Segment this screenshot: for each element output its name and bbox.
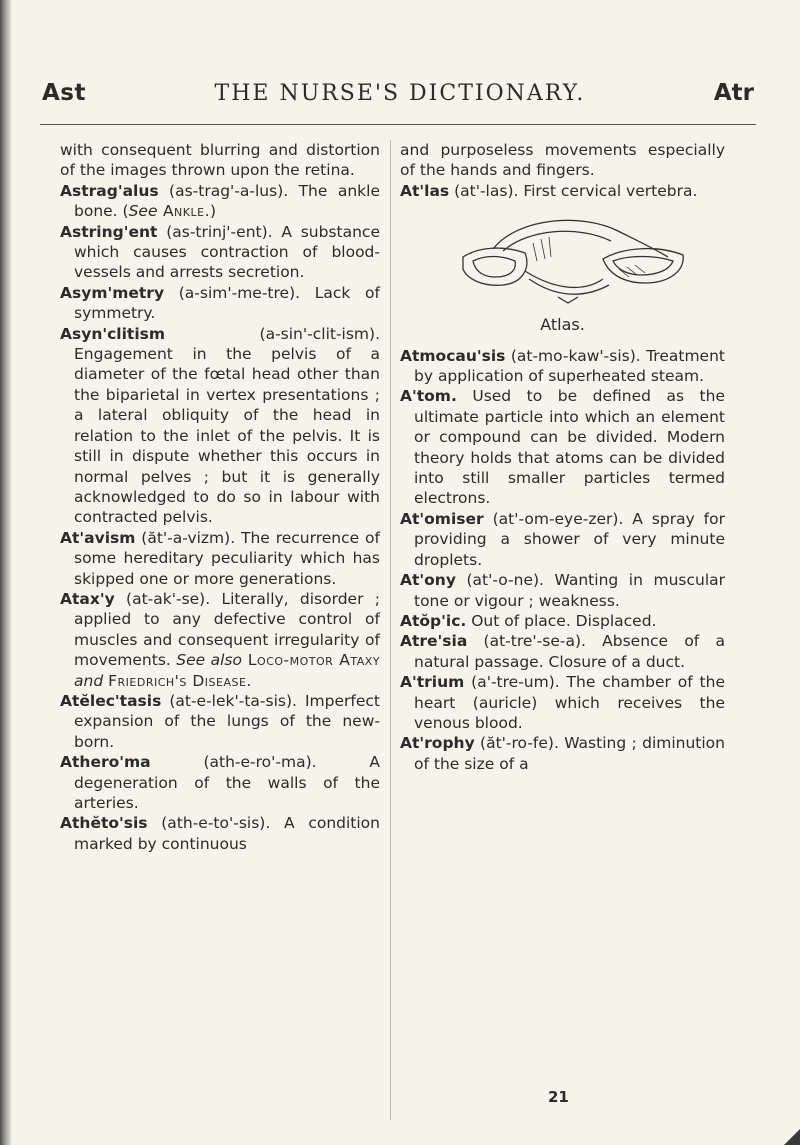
definition: (ăt'-ro-fe). Wasting ; diminution of the size of a xyxy=(414,734,725,773)
headword: Asym'metry xyxy=(60,283,165,302)
left-column xyxy=(60,140,380,854)
running-head xyxy=(42,80,754,116)
definition: (at-e-lek'-ta-sis). Imperfect expansion of the lungs of the new-born. xyxy=(74,691,380,751)
definition: (as-trag'-a-lus). The ankle bone. ( xyxy=(74,181,380,221)
definition: (at'-om-eye-zer). A spray for providing a shower of very minute droplets. xyxy=(414,509,725,569)
and-label: and xyxy=(74,671,109,690)
definition: (at-ak'-se). Literally, disorder ; applied to any defective control of muscles and consequent irregularity of movements. xyxy=(74,589,380,670)
entry-atopic xyxy=(400,611,725,631)
figure-caption: Atlas. xyxy=(540,315,585,335)
continued-text: and purposeless movements especially of the hands and fingers. xyxy=(400,141,725,180)
page-corner-shadow xyxy=(784,1129,800,1145)
headword: Athero'ma xyxy=(60,753,151,772)
headword: Astrag'alus xyxy=(60,181,159,200)
entry-atom xyxy=(400,386,725,508)
definition: Used to be defined as the ultimate particle into which an element or compound can be divided. Modern theory holds that atoms can be divided into still smaller particles termed electrons. xyxy=(414,387,725,508)
headword: At'avism xyxy=(60,528,136,547)
cross-reference: Friedrich's Disease. xyxy=(108,671,252,690)
headword: At'las xyxy=(400,181,450,200)
entry-astringent xyxy=(60,222,380,283)
entry-athetosis xyxy=(60,813,380,854)
page-title: THE NURSE'S DICTIONARY. xyxy=(214,81,586,106)
headword: Atmocau'sis xyxy=(400,346,506,365)
page-number: 21 xyxy=(548,1088,569,1106)
definition: (at-mo-kaw'-sis). Treatment by application of superheated steam. xyxy=(414,346,725,386)
column-divider xyxy=(390,140,391,1120)
entry-atomiser xyxy=(400,509,725,570)
headword: A'trium xyxy=(400,673,465,692)
headword: Atax'y xyxy=(60,589,115,608)
right-lateral-mass xyxy=(603,249,683,283)
entry-astragalus xyxy=(60,181,380,222)
definition: (ăt'-a-vizm). The recurrence of some hereditary peculiarity which has skipped one or more generations. xyxy=(74,528,380,588)
posterior-arch xyxy=(525,271,603,287)
header-rule xyxy=(40,124,756,125)
definition: (at'-las). First cervical vertebra. xyxy=(449,181,698,200)
see-label: See also xyxy=(176,651,242,670)
entry-atony xyxy=(400,570,725,611)
headword: Atre'sia xyxy=(400,632,468,651)
entry-asymmetry xyxy=(60,283,380,324)
continued-text: with consequent blurring and distortion of the images thrown upon the retina. xyxy=(60,141,380,180)
headword: A'tom. xyxy=(400,387,457,406)
entry-asynclitism xyxy=(60,324,380,528)
guide-word-left: Ast xyxy=(42,80,86,106)
definition: (a'-tre-um). The chamber of the heart (auricle) which receives the venous blood. xyxy=(414,673,725,732)
definition: (ath-e-to'-sis). A condition marked by continuous xyxy=(74,814,380,853)
definition: (at-tre'-se-a). Absence of a natural passage. Closure of a duct. xyxy=(414,632,725,671)
page-gutter-shadow xyxy=(0,0,12,1145)
entry-atrophy xyxy=(400,733,725,774)
definition: (as-trinj'-ent). A substance which causes contraction of blood-vessels and arrests secretion. xyxy=(74,222,380,282)
definition: Out of place. Displaced. xyxy=(466,611,657,630)
atlas-vertebra-drawing xyxy=(433,209,693,309)
headword: At'rophy xyxy=(400,734,475,753)
entry-atheroma xyxy=(60,752,380,813)
headword: Astring'ent xyxy=(60,222,158,241)
entry-atlas xyxy=(400,181,725,201)
cross-reference: Ankle.) xyxy=(157,202,217,221)
entry-atmocausis xyxy=(400,346,725,387)
entry-atresia xyxy=(400,631,725,672)
entry-atavism xyxy=(60,528,380,589)
headword: At'ony xyxy=(400,571,456,590)
right-column xyxy=(400,140,725,774)
entry-atrium xyxy=(400,672,725,733)
entry-ataxy xyxy=(60,589,380,691)
definition: (ath-e-ro'-ma). A degeneration of the walls of the arteries. xyxy=(74,753,380,812)
left-lateral-mass xyxy=(463,248,527,285)
headword: Atŏp'ic. xyxy=(400,611,467,630)
cross-reference: Loco-motor Ataxy xyxy=(241,651,380,670)
see-label: See xyxy=(128,202,158,221)
headword: Athĕto'sis xyxy=(60,814,148,833)
headword: At'omiser xyxy=(400,509,484,528)
definition: (at'-o-ne). Wanting in muscular tone or vigour ; weakness. xyxy=(414,571,725,610)
guide-word-right: Atr xyxy=(713,80,754,106)
headword: Asyn'clitism xyxy=(60,324,166,343)
definition: (a-sim'-me-tre). Lack of symmetry. xyxy=(74,283,380,323)
entry-atelectasis xyxy=(60,691,380,752)
atlas-illustration xyxy=(400,209,725,335)
definition: (a-sin'-clit-ism). Engagement in the pelvis of a diameter of the fœtal head other than the biparietal in vertex presentations ; a lateral obliquity of the head in relation to the inlet of the pelvis. It is still in dispute whether this occurs in normal pelves ; but it is generally acknowledged to do so in labour with contracted pelvis. xyxy=(74,324,380,527)
headword: Atĕlec'tasis xyxy=(60,691,162,710)
